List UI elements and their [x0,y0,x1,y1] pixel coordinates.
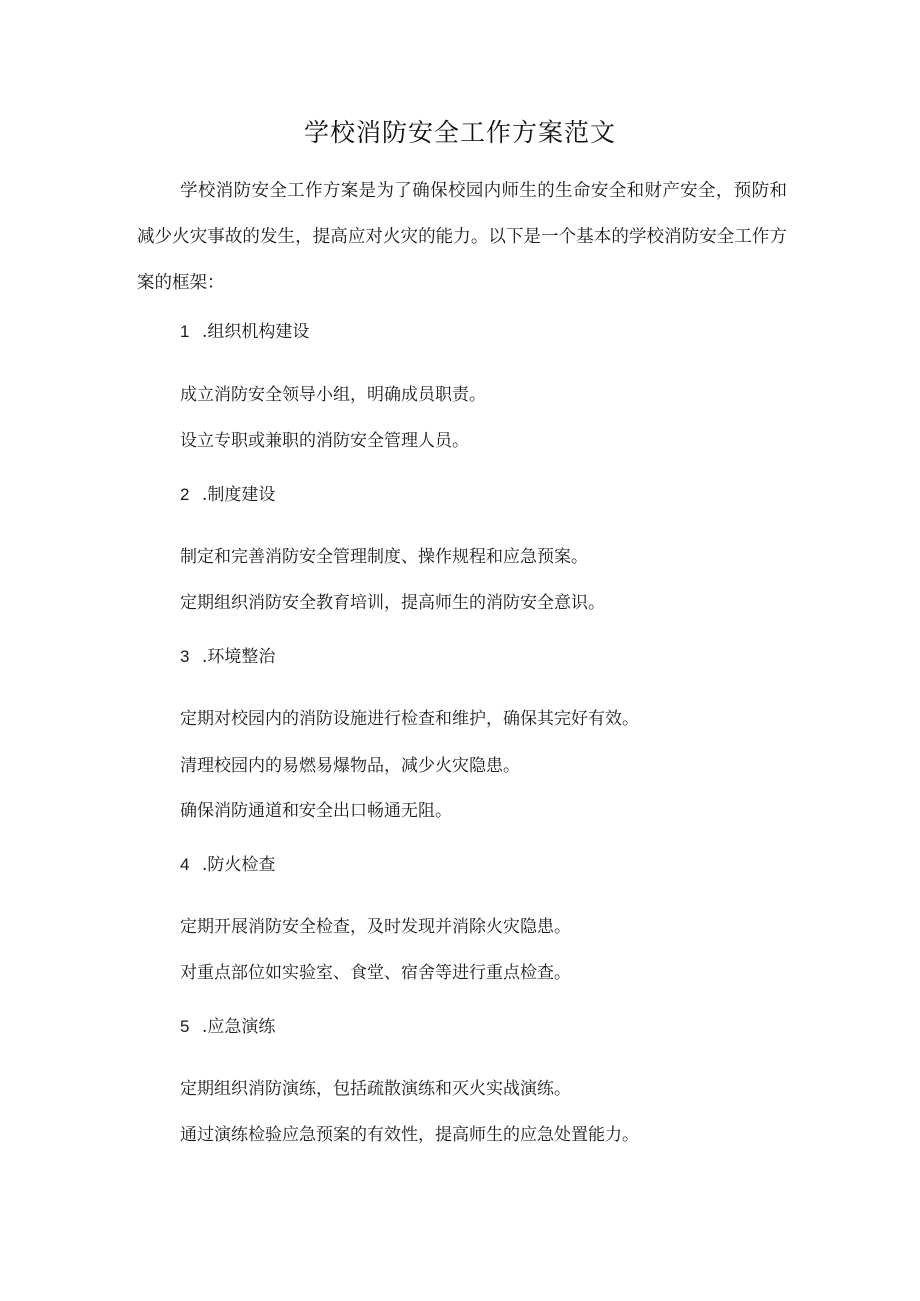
section-heading-4 [180,853,275,877]
section-title: .防火检查 [202,855,276,875]
section-title: .环境整治 [202,647,276,667]
section-number: 1 [180,322,190,341]
section-title: .制度建设 [202,485,276,505]
section-4-item-2: 对重点部位如实验室、食堂、宿舍等进行重点检查。 [180,963,571,983]
section-4-item-1: 定期开展消防安全检查，及时发现并消除火灾隐患。 [180,917,571,937]
section-title: .组织机构建设 [202,322,310,342]
section-heading-2 [180,483,275,507]
section-1-item-1: 成立消防安全领导小组，明确成员职责。 [180,385,486,405]
section-heading-3 [180,645,275,669]
section-3-item-3: 确保消防通道和安全出口畅通无阻。 [180,801,452,821]
section-2-item-2: 定期组织消防安全教育培训，提高师生的消防安全意识。 [180,593,605,613]
section-3-item-1: 定期对校园内的消防设施进行检查和维护，确保其完好有效。 [180,709,639,729]
section-number: 5 [180,1017,190,1036]
section-5-item-1: 定期组织消防演练，包括疏散演练和灭火实战演练。 [180,1079,571,1099]
section-number: 3 [180,647,190,666]
page-title: 学校消防安全工作方案范文 [303,118,616,147]
section-number: 4 [180,855,190,874]
section-heading-5 [180,1015,275,1039]
section-1-item-2: 设立专职或兼职的消防安全管理人员。 [180,431,469,451]
section-2-item-1: 制定和完善消防安全管理制度、操作规程和应急预案。 [180,547,588,567]
section-heading-1 [180,320,309,344]
section-3-item-2: 清理校园内的易燃易爆物品，减少火灾隐患。 [180,756,520,776]
section-number: 2 [180,485,190,504]
section-title: .应急演练 [202,1017,276,1037]
intro-paragraph: 学校消防安全工作方案是为了确保校园内师生的生命安全和财产安全，预防和减少火灾事故的发生，提高应对火灾的能力。以下是一个基本的学校消防安全工作方案的框架： [137,181,787,293]
section-5-item-2: 通过演练检验应急预案的有效性，提高师生的应急处置能力。 [180,1125,639,1145]
